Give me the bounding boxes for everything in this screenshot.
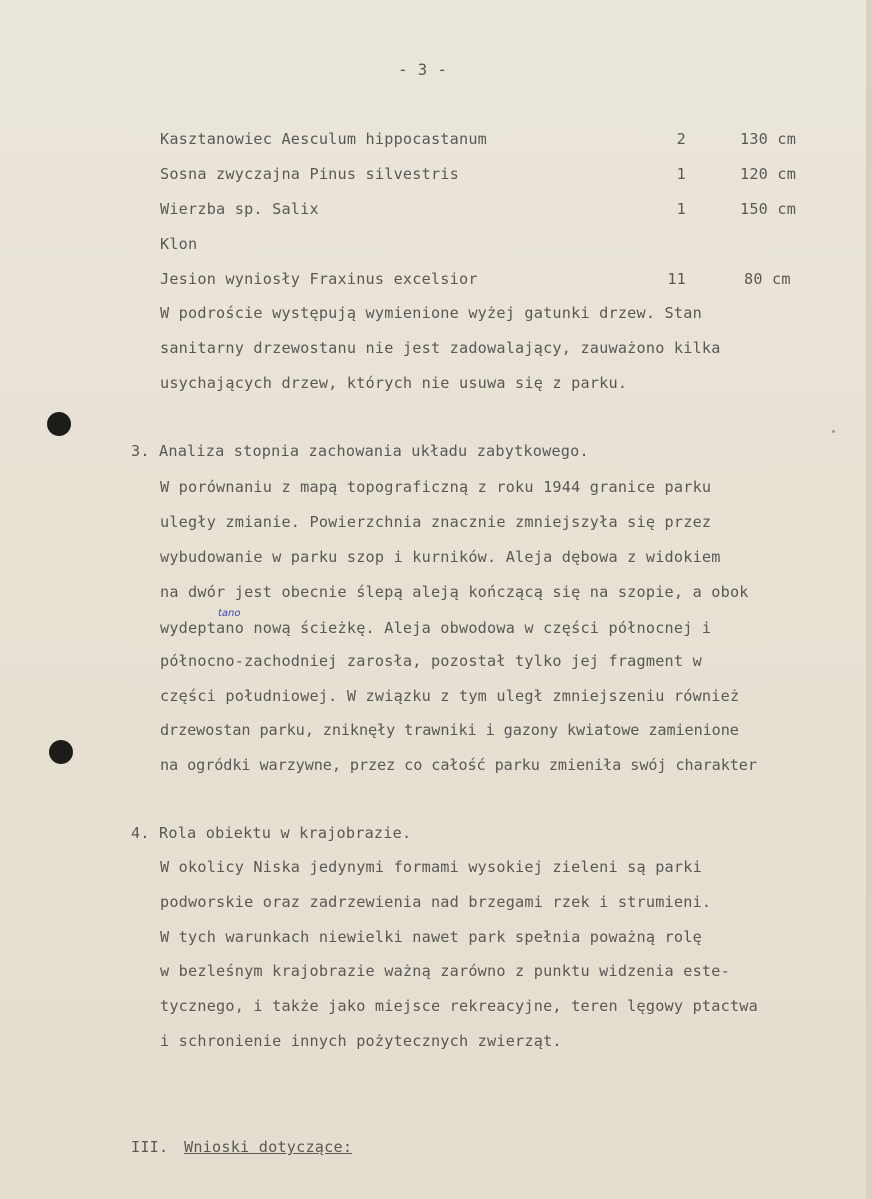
tree-name: Wierzba sp. Salix (160, 200, 319, 218)
paper-speck (832, 430, 835, 433)
tree-size: 130 cm (740, 130, 797, 148)
section-3-line: części południowej. W związku z tym uległ zmniejszeniu również (160, 687, 740, 705)
tree-name: Sosna zwyczajna Pinus silvestris (160, 165, 459, 183)
paragraph-line: sanitarny drzewostanu nie jest zadowalający, zauważono kilka (160, 339, 721, 357)
paragraph-line: usychających drzew, których nie usuwa się z parku. (160, 374, 628, 392)
paper-edge (866, 0, 872, 1199)
section-3-line: wybudowanie w parku szop i kurników. Aleja dębowa z widokiem (160, 548, 721, 566)
section-iii-numeral: III. (131, 1138, 169, 1156)
punch-hole-bottom (49, 740, 73, 764)
section-3-line: wydeptano nową ścieżkę. Aleja obwodowa w części północnej i (160, 619, 712, 637)
section-4-line: w bezleśnym krajobrazie ważną zarówno z punktu widzenia este- (160, 962, 730, 980)
section-4-line: tycznego, i także jako miejsce rekreacyjne, teren lęgowy ptactwa (160, 997, 758, 1015)
tree-size: 120 cm (740, 165, 797, 183)
section-3-line: uległy zmianie. Powierzchnia znacznie zmniejszyła się przez (160, 513, 712, 531)
section-3-heading: 3. Analiza stopnia zachowania układu zabytkowego. (131, 442, 589, 460)
section-4-heading: 4. Rola obiektu w krajobrazie. (131, 824, 412, 842)
section-4-line: W okolicy Niska jedynymi formami wysokiej zieleni są parki (160, 858, 702, 876)
section-3-line: W porównaniu z mapą topograficzną z roku 1944 granice parku (160, 478, 712, 496)
tree-name: Klon (160, 235, 198, 253)
tree-count: 1 (676, 200, 686, 218)
tree-name: Kasztanowiec Aesculum hippocastanum (160, 130, 488, 148)
section-3-line: drzewostan parku, zniknęły trawniki i gazony kwiatowe zamienione (160, 721, 739, 739)
tree-size: 80 cm (744, 270, 791, 288)
section-3-line: na ogródki warzywne, przez co całość parku zmieniła swój charakter (160, 756, 757, 774)
handwritten-correction: tano (218, 608, 241, 619)
tree-count: 11 (667, 270, 686, 288)
punch-hole-top (47, 412, 71, 436)
paragraph-line: W podroście występują wymienione wyżej gatunki drzew. Stan (160, 304, 702, 322)
section-4-line: W tych warunkach niewielki nawet park spełnia poważną rolę (160, 928, 702, 946)
section-4-line: i schronienie innych pożytecznych zwierząt. (160, 1032, 562, 1050)
section-3-line: na dwór jest obecnie ślepą aleją kończącą się na szopie, a obok (160, 583, 749, 601)
tree-count: 2 (676, 130, 686, 148)
tree-count: 1 (676, 165, 686, 183)
tree-size: 150 cm (740, 200, 797, 218)
page-number: - 3 - (398, 60, 448, 79)
tree-name: Jesion wyniosły Fraxinus excelsior (160, 270, 478, 288)
section-iii-title: Wnioski dotyczące: (184, 1138, 353, 1156)
section-3-line: północno-zachodniej zarosła, pozostał tylko jej fragment w (160, 652, 702, 670)
section-4-line: podworskie oraz zadrzewienia nad brzegami rzek i strumieni. (160, 893, 712, 911)
